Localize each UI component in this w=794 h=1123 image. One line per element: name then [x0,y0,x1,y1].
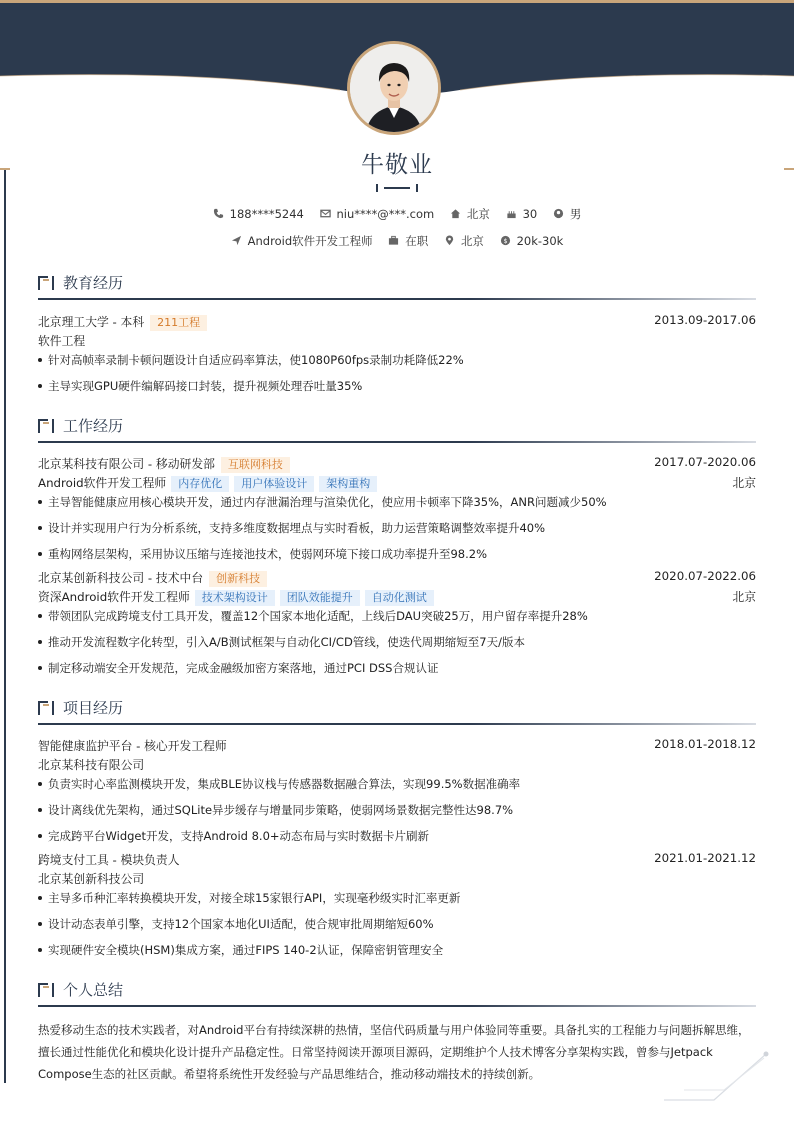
email-text: niu****@***.com [336,207,435,221]
candidate-name: 牛敬业 [361,152,433,178]
status-text: 在职 [405,234,429,248]
school-tag: 211工程 [150,315,207,331]
project-date: 2018.01-2018.12 [654,737,756,751]
age-text: 30 [522,207,538,221]
email-item [320,207,435,221]
section-mark-icon [38,983,56,997]
section-title: 工作经历 [63,417,124,435]
section-summary [38,979,756,1005]
work-location: 北京 [732,590,756,604]
job-target-item [231,233,373,249]
left-border-line [4,170,6,1083]
work-date: 2017.07-2020.06 [654,455,756,469]
section-rule [38,298,756,300]
briefcase-icon [388,235,399,246]
section-title: 个人总结 [63,981,124,999]
phone-icon [213,208,224,219]
location-pin-icon [444,235,455,246]
section-title: 项目经历 [63,699,124,717]
section-title: 教育经历 [63,274,124,292]
svg-text:$: $ [503,236,508,245]
skill-tag: 自动化测试 [365,590,434,606]
section-work [38,415,756,441]
target-city-text: 北京 [460,234,484,248]
company-name: 北京某创新科技公司 - 技术中台 [38,571,204,585]
section-mark-icon [38,276,56,290]
project-date: 2021.01-2021.12 [654,851,756,865]
send-icon [231,235,242,246]
skill-tag: 技术架构设计 [195,590,275,606]
company-tag: 创新科技 [209,571,267,587]
mail-icon [320,208,331,219]
section-mark-icon [38,701,56,715]
work-1-role [38,474,756,492]
money-icon [500,235,511,246]
section-rule [38,441,756,443]
project-title: 智能健康监护平台 - 核心开发工程师 [38,739,227,753]
portrait-image [350,44,438,132]
section-mark-icon [38,419,56,433]
education-header [38,313,756,331]
section-education [38,272,756,298]
age-item [506,207,538,221]
salary-text: 20k-30k [516,234,564,248]
gender-item [553,206,582,222]
role-text: 资深Android软件开发工程师 [38,590,190,604]
major-text: 软件工程 [38,334,86,348]
salary-item [500,234,564,248]
city-item [450,206,490,222]
skill-tag: 架构重构 [319,476,377,492]
gender-icon [553,208,564,219]
section-projects [38,697,756,723]
work-date: 2020.07-2022.06 [654,569,756,583]
work-location: 北京 [732,476,756,490]
project-title: 跨境支付工具 - 模块负责人 [38,853,180,867]
corner-decoration [654,1050,774,1105]
education-date: 2013.09-2017.06 [654,313,756,327]
home-icon [450,208,461,219]
skill-tag: 内存优化 [171,476,229,492]
project-1-company [38,756,756,774]
gender-text: 男 [569,207,582,221]
project-2-company [38,870,756,888]
job-target-text: Android软件开发工程师 [247,234,373,248]
company-name: 北京某科技有限公司 - 移动研发部 [38,457,215,471]
target-city-item [444,233,484,249]
section-rule [38,1005,756,1007]
work-2-header [38,569,756,587]
education-major [38,332,756,350]
contact-row-2 [0,233,794,249]
city-text: 北京 [466,207,490,221]
project-2-header [38,851,756,869]
contact-row-1 [0,206,794,222]
avatar [347,41,441,135]
phone-text: 188****5244 [229,207,304,221]
project-1-header [38,737,756,755]
cake-icon [506,208,517,219]
role-text: Android软件开发工程师 [38,476,167,490]
company-tag: 互联网科技 [221,457,290,473]
status-item [388,233,428,249]
skill-tag: 用户体验设计 [234,476,314,492]
work-1-header [38,455,756,473]
work-2-role [38,588,756,606]
school-name: 北京理工大学 - 本科 [38,315,145,329]
project-company: 北京某科技有限公司 [38,758,145,772]
section-rule [38,723,756,725]
project-company: 北京某创新科技公司 [38,872,145,886]
phone-item [213,207,304,221]
summary-text: 热爱移动生态的技术实践者，对Android平台有持续深耕的热情，坚信代码质量与用户体验同等重要。具备扎实的工程能力与问题拆解思维，擅长通过性能优化和模块化设计提升产品稳定性。日常坚持阅读开源项目源码，定期维护个人技术博客分享架构实践，曾参与Jetpack Compose生态的社区贡献。希望将系统性开发经验与产品思维结合，推动移动端技术的持续创新。 [38,1023,750,1081]
skill-tag: 团队效能提升 [280,590,360,606]
name-divider [376,184,418,192]
